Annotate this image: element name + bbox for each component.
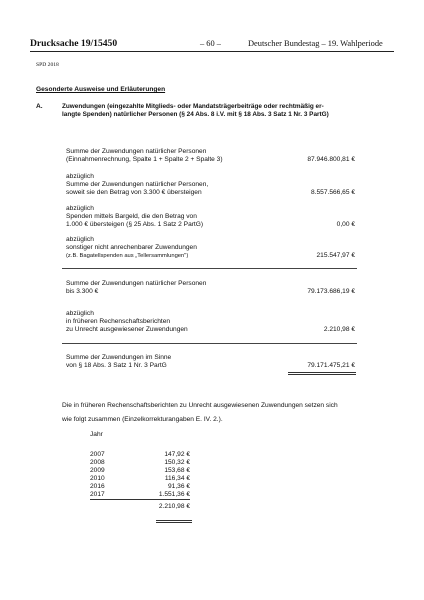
row-label-line: Summe der Zuwendungen im Sinne [66,354,172,361]
row-value: 215.547,97 € [316,252,355,259]
year-cell: 2009 [90,467,105,474]
subsection-title-line: Zuwendungen (eingezahlte Mitglieds- oder Mandatsträgerbeiträge oder rechtmäßig er- [62,103,324,110]
row-value: 0,00 € [336,221,355,228]
row-label-line: 1.000 € übersteigen (§ 25 Abs. 1 Satz 2 PartG) [66,221,204,228]
paragraph-line: Die in früheren Rechenschaftsberichten zu Unrecht ausgewiesenen Zuwendungen setzen sich [62,402,338,409]
year-row [90,483,190,491]
year-row [90,467,190,475]
year-table [90,451,190,511]
row-label-line: sonstiger nicht anrechenbarer Zuwendungen [66,244,197,251]
year-total-value: 2.210,98 € [158,503,190,510]
paragraph [62,399,338,427]
amount-cell: 116,34 € [164,475,190,482]
row-label-line: Summe der Zuwendungen natürlicher Personen, [66,181,209,188]
row-label-line: abzüglich [66,173,94,180]
year-cell: 2010 [90,475,105,482]
header-divider [30,51,394,52]
row-label-line: in früheren Rechenschaftsberichten [66,318,171,325]
subsection-title-line: langte Spenden) natürlicher Personen (§ 24 Abs. 8 i.V. mit § 18 Abs. 3 Satz 1 Nr. 3 PartG) [62,111,329,119]
row-label-line: abzüglich [66,236,94,243]
row-label-line: bis 3.300 € [66,288,99,295]
section-title: Gesonderte Ausweise und Erläuterungen [36,86,166,93]
document-prefix: Drucksache 19/ [30,38,94,49]
year-cell: 2016 [90,483,105,490]
row-label-line: abzüglich [66,310,94,317]
row-label [66,280,206,296]
row-label [66,310,188,334]
subsection-letter: A. [36,103,43,110]
year-cell: 2007 [90,451,105,458]
year-row [90,459,190,467]
row-label-line: Summe der Zuwendungen natürlicher Personen [66,280,207,287]
amount-cell: 150,32 € [164,459,190,466]
amount-cell: 153,68 € [164,467,190,474]
row-value: 79.173.686,19 € [307,288,355,295]
row-label-line: Spenden mittels Bargeld, die den Betrag von [66,213,197,220]
amount-cell: 1.551,36 € [158,491,190,498]
row-value: 87.946.800,81 € [307,156,355,163]
year-row [90,491,190,500]
row-value: 79.171.475,21 € [307,362,355,369]
row-label-line: abzüglich [66,205,94,212]
row-label-line: von § 18 Abs. 3 Satz 1 Nr. 3 PartG [66,362,167,369]
year-row [90,451,190,459]
row-label-line: soweit sie den Betrag von 3.300 € übersteigen [66,189,202,196]
row-label [66,148,223,164]
sum-divider [62,268,357,269]
amount-cell: 147,92 € [164,451,190,458]
document-number-value: 15450 [93,38,118,49]
row-label [66,205,203,229]
year-cell: 2008 [90,459,105,466]
row-label-line: zu Unrecht ausgewiesener Zuwendungen [66,326,188,333]
row-label [66,236,197,260]
row-label [66,173,208,197]
paragraph-line: wie folgt zusammen (Einzelkorrekturangaben E. IV. 2.). [62,416,223,423]
sum-divider [62,343,357,344]
document-number [30,38,117,49]
year-total-double-underline [156,520,192,523]
row-value: 2.210,98 € [323,326,355,333]
row-label-line: Summe der Zuwendungen natürlicher Personen [66,148,207,155]
year-cell: 2017 [90,491,105,498]
total-double-underline [288,372,356,375]
row-label-line: (Einnahmenrechnung, Spalte 1 + Spalte 2 + Spalte 3) [66,156,223,163]
row-label [66,354,171,370]
party-label: SPD 2018 [36,62,59,68]
year-row [90,475,190,483]
amount-cell: 91,36 € [168,483,190,490]
subsection-title [62,103,329,120]
row-label-line: (z.B. Bagatellspenden aus „Tellersammlungen") [66,253,189,259]
year-total-row [90,503,190,511]
year-column-header: Jahr [90,431,103,438]
row-value: 8.557.566,65 € [311,189,355,196]
page-number: – 60 – [200,39,221,48]
parliament-header: Deutscher Bundestag – 19. Wahlperiode [248,39,383,48]
